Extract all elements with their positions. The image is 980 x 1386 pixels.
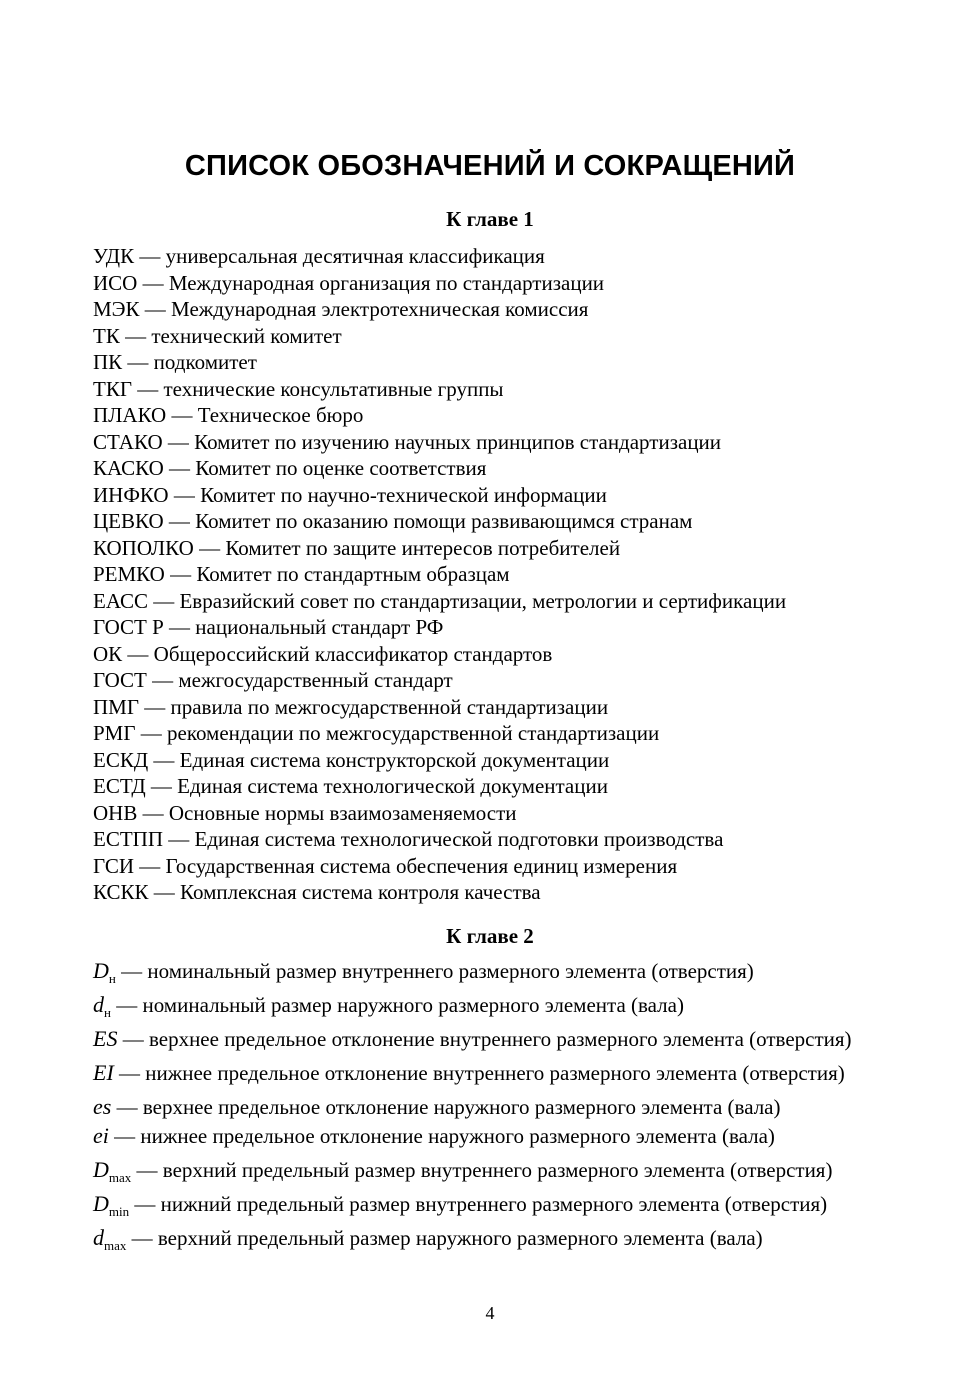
symbol-item (93, 1123, 903, 1152)
list-item: СТАКО — Комитет по изучению научных принципов стандартизации (93, 429, 722, 454)
list-item: РМГ — рекомендации по межгосударственной стандартизации (93, 721, 660, 745)
list-item: ГСИ — Государственная система обеспечения единиц измерения (93, 853, 678, 878)
symbol-item (93, 1026, 903, 1055)
list-item: УДК — универсальная десятичная классификация (93, 244, 545, 268)
symbol: d (93, 1225, 104, 1250)
list-item: РЕМКО — Комитет по стандартным образцам (93, 562, 510, 586)
list-item: ГОСТ Р — национальный стандарт РФ (93, 615, 444, 639)
list-item: ИСО — Международная организация по стандартизации (93, 270, 605, 295)
list-item: ЕАСС — Евразийский совет по стандартизации, метрологии и сертификации (93, 588, 787, 613)
list-item: ЕСТПП — Единая система технологической подготовки производства (93, 827, 724, 851)
symbol-subscript: min (108, 1204, 130, 1219)
list-item: МЭК — Международная электротехническая комиссия (93, 297, 589, 321)
symbol-item (93, 1157, 903, 1186)
symbol-item (93, 1060, 903, 1089)
list-item: ИНФКО — Комитет по научно-технической информации (93, 482, 607, 507)
symbol: d (93, 992, 104, 1017)
list-item: КСКК — Комплексная система контроля качества (93, 880, 541, 904)
list-item: ЕСТД — Единая система технологической документации (93, 774, 608, 798)
list-item: ЕСКД — Единая система конструкторской документации (93, 747, 610, 772)
list-item: ГОСТ — межгосударственный стандарт (93, 668, 453, 692)
list-item: ПК — подкомитет (93, 350, 257, 374)
symbol-definition: — номинальный размер внутреннего размерного элемента (отверстия) (115, 959, 754, 983)
symbol-item (93, 1191, 903, 1220)
chapter1-list (93, 243, 913, 906)
symbol: D (93, 1157, 109, 1182)
symbol-item (93, 1094, 903, 1123)
chapter1-heading: К главе 1 (446, 207, 534, 231)
list-item: ОК — Общероссийский классификатор стандартов (93, 641, 553, 666)
symbol-item (93, 992, 903, 1021)
symbol-definition: — верхнее предельное отклонение внутреннего размерного элемента (отверстия) (117, 1027, 852, 1051)
page-number: 4 (485, 1303, 495, 1323)
symbol-subscript: н (104, 1005, 111, 1020)
list-item: ОНВ — Основные нормы взаимозаменяемости (93, 800, 517, 825)
symbol: ES (93, 1026, 118, 1051)
symbol-subscript: н (108, 971, 116, 986)
symbol: es (93, 1094, 112, 1119)
symbol: ei (93, 1123, 109, 1148)
list-item: ЦЕВКО — Комитет по оказанию помощи развивающимся странам (93, 509, 693, 533)
list-item: ПМГ — правила по межгосударственной стандартизации (93, 694, 609, 719)
list-item: ПЛАКО — Техническое бюро (93, 403, 364, 427)
list-item: ТКГ — технические консультативные группы (93, 376, 504, 401)
page-title: СПИСОК ОБОЗНАЧЕНИЙ И СОКРАЩЕНИЙ (184, 150, 796, 182)
list-item: КАСКО — Комитет по оценке соответствия (93, 456, 487, 480)
symbol-item (93, 1225, 903, 1254)
symbol-definition: — нижний предельный размер внутреннего размерного элемента (отверстия) (129, 1192, 828, 1216)
symbol: EI (93, 1060, 114, 1085)
symbol: D (93, 958, 109, 983)
symbol-definition: — верхний предельный размер внутреннего размерного элемента (отверстия) (131, 1158, 833, 1182)
symbol-definition: — верхний предельный размер наружного размерного элемента (вала) (126, 1226, 763, 1250)
symbol-subscript: max (108, 1170, 132, 1185)
symbol-definition: — верхнее предельное отклонение наружного размерного элемента (вала) (111, 1095, 781, 1119)
symbol: D (93, 1191, 109, 1216)
list-item: ТК — технический комитет (93, 323, 342, 348)
symbol-item (93, 958, 903, 987)
symbol-definition: — номинальный размер наружного размерного элемента (вала) (110, 993, 684, 1017)
symbol-subscript: max (104, 1238, 127, 1253)
chapter2-heading: К главе 2 (446, 924, 534, 948)
symbol-definition: — нижнее предельное отклонение внутреннего размерного элемента (отверстия) (113, 1061, 845, 1085)
chapter2-list (93, 958, 903, 1259)
symbol-definition: — нижнее предельное отклонение наружного размерного элемента (вала) (108, 1124, 775, 1148)
list-item: КОПОЛКО — Комитет по защите интересов потребителей (93, 535, 621, 560)
